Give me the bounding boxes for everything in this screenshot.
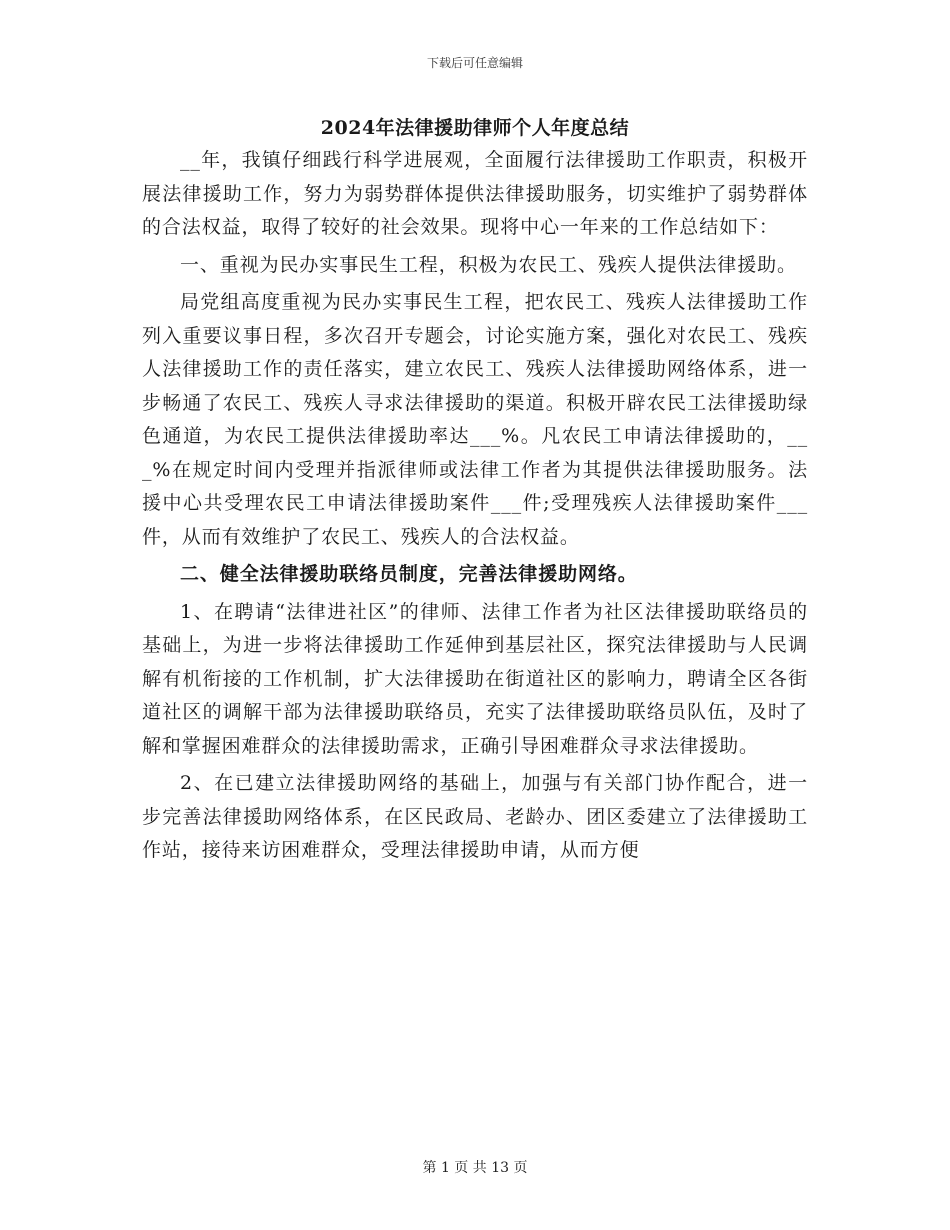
paragraph-intro: __年，我镇仔细践行科学进展观，全面履行法律援助工作职责，积极开展法律援助工作，努力为弱势群体提供法律援助服务，切实维护了弱势群体的合法权益，取得了较好的社会效果。现将中心一年来的工作总结如下： — [142, 149, 808, 238]
paragraph-item-2: 2、在已建立法律援助网络的基础上，加强与有关部门协作配合，进一步完善法律援助网络体系，在区民政局、老龄办、团区委建立了法律援助工作站，接待来访困难群众，受理法律援助申请，从而方便 — [142, 772, 808, 861]
page-number: 第 1 页 共 13 页 — [422, 1160, 528, 1176]
header-note: 下载后可任意编辑 — [426, 56, 523, 70]
paragraph-item-1: 1、在聘请“法律进社区”的律师、法律工作者为社区法律援助联络员的基础上，为进一步将法律援助工作延伸到基层社区，探究法律援助与人民调解有机衔接的工作机制，扩大法律援助在街道社区的影响力，聘请全区各街道社区的调解干部为法律援助联络员，充实了法律援助联络员队伍，及时了解和掌握困难群众的法律援助需求，正确引导困难群众寻求法律援助。 — [142, 600, 808, 757]
section-heading-1: 一、重视为民办实事民生工程，积极为农民工、残疾人提供法律援助。 — [180, 253, 797, 276]
document-title: 2024年法律援助律师个人年度总结 — [320, 117, 630, 139]
section-heading-2: 二、健全法律援助联络员制度，完善法律援助网络。 — [180, 563, 638, 585]
paragraph-section-1: 局党组高度重视为民办实事民生工程，把农民工、残疾人法律援助工作列入重要议事日程，多次召开专题会，讨论实施方案，强化对农民工、残疾人法律援助工作的责任落实，建立农民工、残疾人法律援助网络体系，进一步畅通了农民工、残疾人寻求法律援助的渠道。积极开辟农民工法律援助绿色通道，为农民工提供法律援助率达___%。凡农民工申请法律援助的，___%在规定时间内受理并指派律师或法律工作者为其提供法律援助服务。法援中心共受理农民工申请法律援助案件___件;受理残疾人法律援助案件___件，从而有效维护了农民工、残疾人的合法权益。 — [142, 291, 808, 548]
document-body — [142, 112, 808, 872]
